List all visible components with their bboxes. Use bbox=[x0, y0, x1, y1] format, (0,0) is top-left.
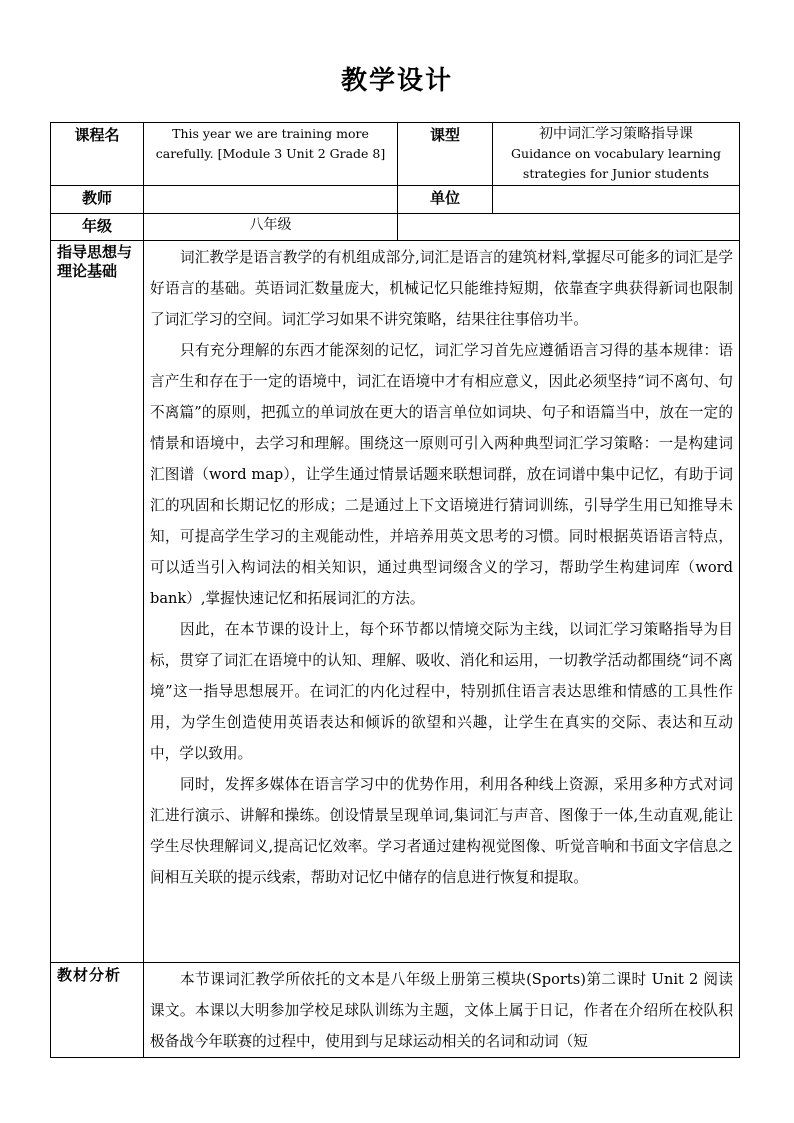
guiding-paragraph-4: 同时，发挥多媒体在语言学习中的优势作用，利用各种线上资源，采用多种方式对词汇进行演示、讲解和操练。创设情景呈现单词,集词汇与声音、图像于一体,生动直观,能让学生尽快理解词义,提高记忆效率。学习者通过建构视觉图像、听觉音响和书面文字信息之间相互关联的提示线索，帮助对记忆中储存的信息进行恢复和提取。 bbox=[150, 776, 733, 886]
type-value bbox=[493, 123, 740, 186]
grade-row bbox=[51, 214, 740, 241]
material-label: 教材分析 bbox=[51, 963, 144, 1058]
type-label: 课型 bbox=[398, 123, 493, 186]
guiding-paragraph-1: 词汇教学是语言教学的有机组成部分,词汇是语言的建筑材料,掌握尽可能多的词汇是学好语言的基础。英语词汇数量庞大，机械记忆只能维持短期，依靠查字典获得新词也限制了词汇学习的空间。词汇学习如果不讲究策略，结果往往事倍功半。 bbox=[150, 249, 733, 328]
page-title: 教学设计 bbox=[340, 66, 453, 96]
grade-label: 年级 bbox=[51, 214, 144, 241]
guiding-content bbox=[144, 241, 740, 963]
teacher-value bbox=[144, 186, 398, 214]
unit-value bbox=[493, 186, 740, 214]
material-row bbox=[51, 963, 740, 1058]
guiding-paragraph-2: 只有充分理解的东西才能深刻的记忆，词汇学习首先应遵循语言习得的基本规律：语言产生和存在于一定的语境中，词汇在语境中才有相应意义，因此必须坚持“词不离句、句不离篇”的原则，把孤立的单词放在更大的语言单位如词块、句子和语篇当中，放在一定的情景和语境中，去学习和理解。围绕这一原则可引入两种典型词汇学习策略：一是构建词汇图谱（word map），让学生通过情景话题来联想词群，放在词谱中集中记忆，有助于词汇的巩固和长期记忆的形成；二是通过上下文语境进行猜词训练，引导学生用已知推导未知，可提高学生学习的主观能动性，并培养用英文思考的习惯。同时根据英语语言特点，可以适当引入构词法的相关知识，通过典型词缀含义的学习，帮助学生构建词库（word bank）,掌握快速记忆和拓展词汇的方法。 bbox=[150, 342, 733, 607]
course-value: This year we are training more carefully. [Module 3 Unit 2 Grade 8] bbox=[144, 123, 398, 186]
unit-label: 单位 bbox=[398, 186, 493, 214]
material-content bbox=[144, 963, 740, 1058]
guiding-label: 指导思想与理论基础 bbox=[51, 241, 144, 963]
lesson-plan-table bbox=[50, 122, 740, 1058]
teacher-row bbox=[51, 186, 740, 214]
course-label: 课程名 bbox=[51, 123, 144, 186]
teacher-label: 教师 bbox=[51, 186, 144, 214]
type-value-cn: 初中词汇学习策略指导课 bbox=[539, 126, 693, 142]
grade-empty-cell bbox=[398, 214, 740, 241]
grade-value: 八年级 bbox=[144, 214, 398, 241]
guiding-paragraph-3: 因此，在本节课的设计上，每个环节都以情境交际为主线，以词汇学习策略指导为目标，贯穿了词汇在语境中的认知、理解、吸收、消化和运用，一切教学活动都围绕“词不离境”这一指导思想展开。在词汇的内化过程中，特别抓住语言表达思维和情感的工具性作用，为学生创造使用英语表达和倾诉的欲望和兴趣，让学生在真实的交际、表达和互动中，学以致用。 bbox=[150, 621, 733, 762]
course-row bbox=[51, 123, 740, 186]
material-paragraph: 本节课词汇教学所依托的文本是八年级上册第三模块(Sports)第二课时 Unit 2 阅读课文。本课以大明参加学校足球队训练为主题，文体上属于日记，作者在介绍所在校队积极备战今年联赛的过程中，使用到与足球运动相关的名词和动词（短 bbox=[150, 971, 733, 1050]
type-value-en: Guidance on vocabulary learning strategies for Junior students bbox=[511, 146, 721, 181]
guiding-row bbox=[51, 241, 740, 963]
